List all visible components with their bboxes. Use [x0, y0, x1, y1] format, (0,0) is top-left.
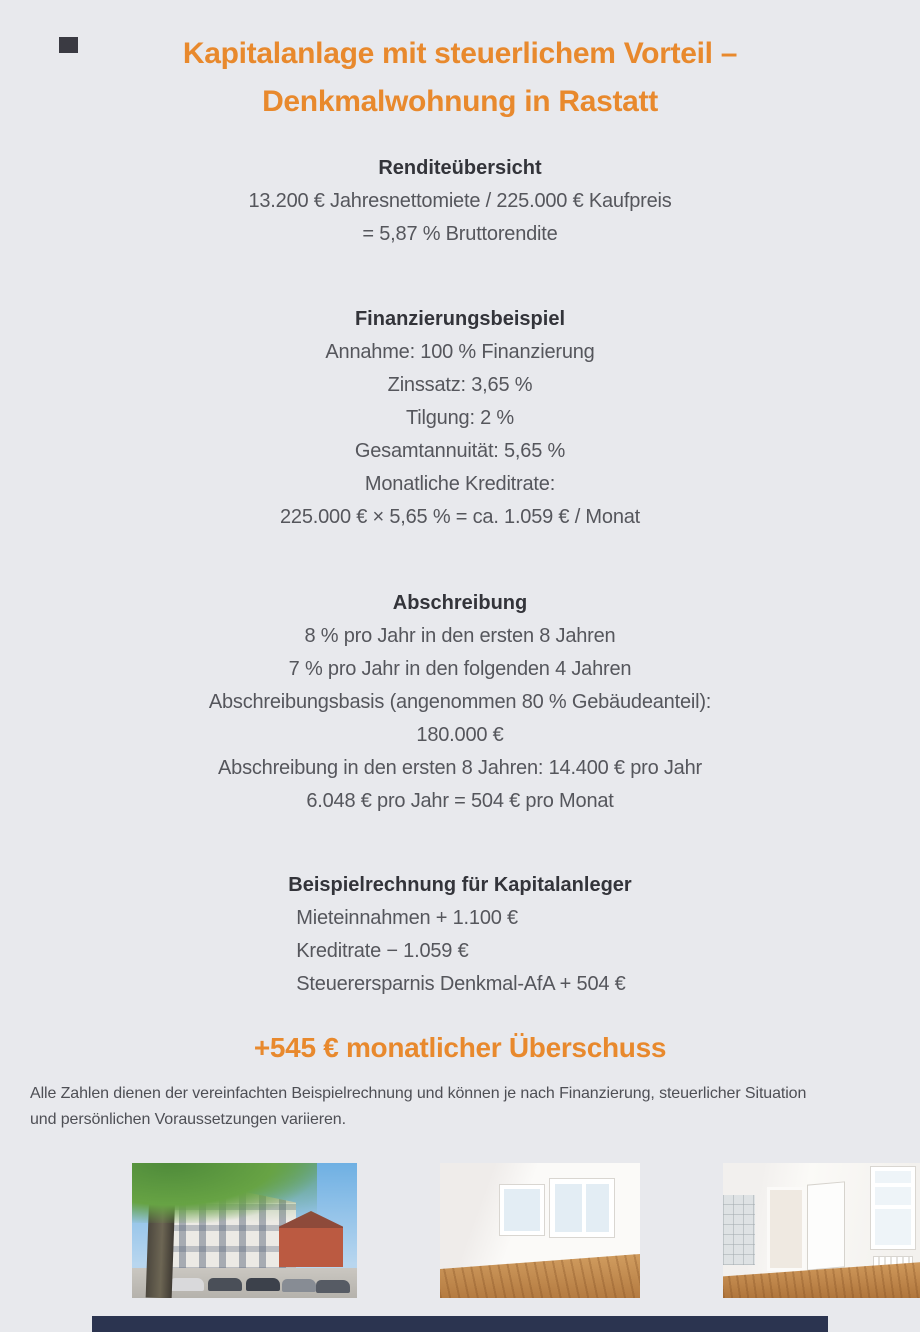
empty-room-photo — [440, 1163, 640, 1298]
section-heading-beispielrechnung: Beispielrechnung für Kapitalanleger — [288, 874, 632, 896]
tiled-wall — [723, 1195, 755, 1265]
finanzierung-line: Tilgung: 2 % — [405, 407, 515, 429]
beispielrechnung-line: Mieteinnahmen + 1.100 € — [296, 907, 518, 929]
abschreibung-line: 7 % pro Jahr in den folgenden 4 Jahren — [288, 658, 632, 680]
finanzierung-line: 225.000 € × 5,65 % = ca. 1.059 € / Monat — [279, 506, 641, 528]
section-heading-abschreibung: Abschreibung — [392, 592, 528, 614]
window — [500, 1185, 544, 1235]
abschreibung-line: 180.000 € — [416, 724, 504, 746]
tree-foliage — [132, 1163, 317, 1223]
rendite-line: = 5,87 % Bruttorendite — [362, 223, 558, 245]
room-with-door-photo — [723, 1163, 920, 1298]
window — [550, 1179, 614, 1237]
section-beispielrechnung — [288, 869, 631, 1001]
doorway — [767, 1187, 805, 1271]
abschreibung-line: 6.048 € pro Jahr = 504 € pro Monat — [306, 790, 614, 812]
section-renditeuebersicht — [0, 152, 920, 251]
page-title-line2: Denkmalwohnung in Rastatt — [262, 85, 658, 118]
abschreibung-line: 8 % pro Jahr in den ersten 8 Jahren — [304, 625, 616, 647]
abschreibung-line: Abschreibung in den ersten 8 Jahren: 14.400 € pro Jahr — [218, 757, 702, 779]
section-heading-finanzierung: Finanzierungsbeispiel — [354, 308, 566, 330]
photo-gallery — [92, 1147, 828, 1282]
finanzierung-line: Gesamtannuität: 5,65 % — [354, 440, 566, 462]
monthly-surplus-highlight: +545 € monatlicher Überschuss — [253, 1032, 667, 1063]
parked-cars — [170, 1278, 204, 1291]
finanzierung-line: Annahme: 100 % Finanzierung — [325, 341, 595, 363]
finanzierung-line: Monatliche Kreditrate: — [364, 473, 556, 495]
building-exterior-photo — [132, 1163, 357, 1298]
section-finanzierungsbeispiel — [0, 303, 920, 534]
open-door — [807, 1181, 845, 1270]
page-title-line1: Kapitalanlage mit steuerlichem Vorteil – — [182, 37, 738, 70]
footer-bar — [92, 1316, 828, 1332]
beispielrechnung-line: Steuerersparnis Denkmal-AfA + 504 € — [296, 973, 626, 995]
abschreibung-line: Abschreibungsbasis (angenommen 80 % Gebäudeanteil): — [208, 691, 712, 713]
section-abschreibung — [0, 587, 920, 818]
disclaimer-text: Alle Zahlen dienen der vereinfachten Beispielrechnung und können je nach Finanzierung, steuerlicher Situation und persönlichen Voraussetzungen variieren. — [30, 1085, 807, 1128]
page-title — [0, 30, 920, 126]
section-heading-rendite: Renditeübersicht — [378, 157, 542, 179]
finanzierung-line: Zinssatz: 3,65 % — [387, 374, 533, 396]
window — [871, 1167, 915, 1249]
rendite-line: 13.200 € Jahresnettomiete / 225.000 € Kaufpreis — [248, 190, 672, 212]
corner-square — [59, 37, 78, 53]
beispielrechnung-line: Kreditrate − 1.059 € — [296, 940, 469, 962]
